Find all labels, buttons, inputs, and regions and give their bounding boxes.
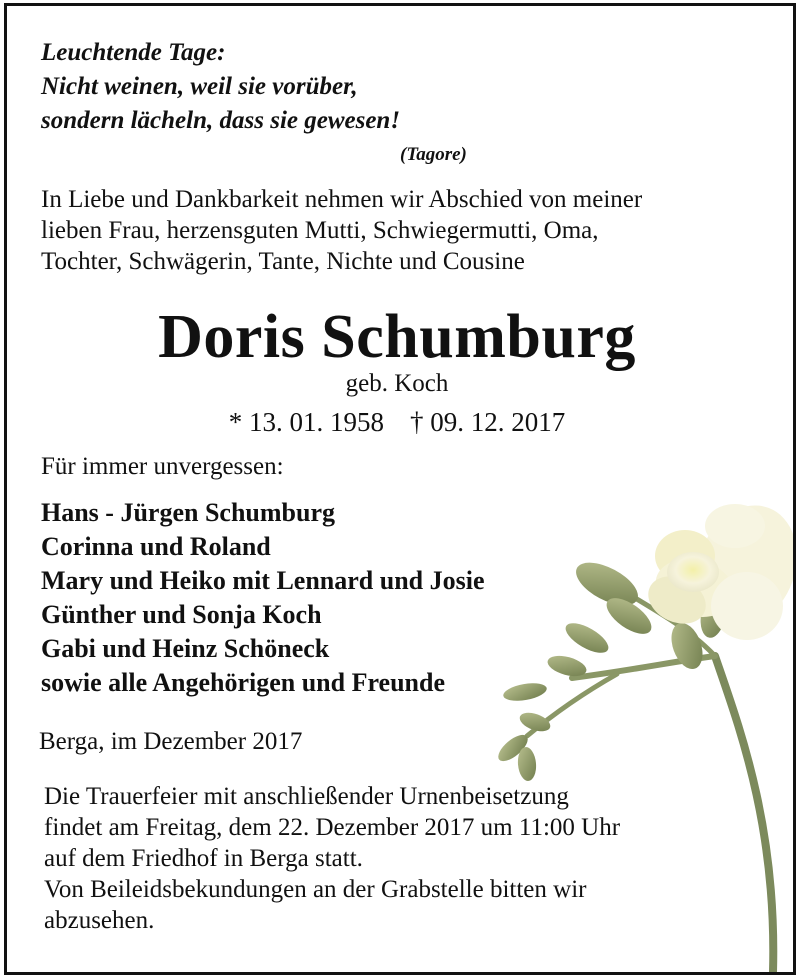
- intro-line: In Liebe und Dankbarkeit nehmen wir Abschied von meiner: [41, 186, 643, 213]
- flower-petal: [711, 572, 783, 640]
- funeral-line: Die Trauerfeier mit anschließender Urnenbeisetzung: [44, 783, 569, 810]
- quote-attribution: (Tagore): [400, 144, 467, 165]
- obituary-notice: [4, 3, 796, 975]
- mourners-list: [41, 496, 485, 700]
- mourner-item: Günther und Sonja Koch: [41, 600, 322, 629]
- mourner-item: Mary und Heiko mit Lennard und Josie: [41, 566, 485, 595]
- forever-text: Für immer unvergessen:: [41, 453, 284, 480]
- funeral-line: auf dem Friedhof in Berga statt.: [44, 845, 363, 872]
- quote-line: Leuchtende Tage:: [41, 39, 226, 66]
- quote-line: Nicht weinen, weil sie vorüber,: [41, 73, 358, 100]
- funeral-line: Von Beileidsbekundungen an der Grabstelle bitten wir: [44, 876, 587, 903]
- memorial-quote: [41, 36, 400, 138]
- place-date: Berga, im Dezember 2017: [39, 728, 303, 755]
- mourner-item: Hans - Jürgen Schumburg: [41, 498, 335, 527]
- quote-line: sondern lächeln, dass sie gewesen!: [41, 107, 401, 134]
- mourner-item: Gabi und Heinz Schöneck: [41, 634, 330, 663]
- flower-stem: [715, 656, 773, 972]
- intro-line: Tochter, Schwägerin, Tante, Nichte und Cousine: [41, 248, 525, 275]
- funeral-line: findet am Freitag, dem 22. Dezember 2017 um 11:00 Uhr: [44, 814, 621, 841]
- deceased-name: Doris Schumburg: [158, 303, 636, 371]
- birth-date: * 13. 01. 1958: [228, 407, 384, 437]
- flower-bud: [561, 617, 613, 658]
- funeral-line: abzusehen.: [44, 907, 155, 934]
- maiden-name: geb. Koch: [345, 370, 449, 397]
- death-date: † 09. 12. 2017: [410, 407, 566, 437]
- flower-center: [667, 552, 719, 592]
- life-dates: [7, 407, 787, 438]
- flower-bud: [502, 680, 548, 703]
- flower-petal: [705, 504, 765, 548]
- intro-line: lieben Frau, herzensguten Mutti, Schwiegermutti, Oma,: [41, 217, 599, 244]
- intro-text: [41, 184, 642, 277]
- mourner-item: Corinna und Roland: [41, 532, 271, 561]
- mourner-item: sowie alle Angehörigen und Freunde: [41, 668, 446, 697]
- funeral-info: [44, 781, 620, 936]
